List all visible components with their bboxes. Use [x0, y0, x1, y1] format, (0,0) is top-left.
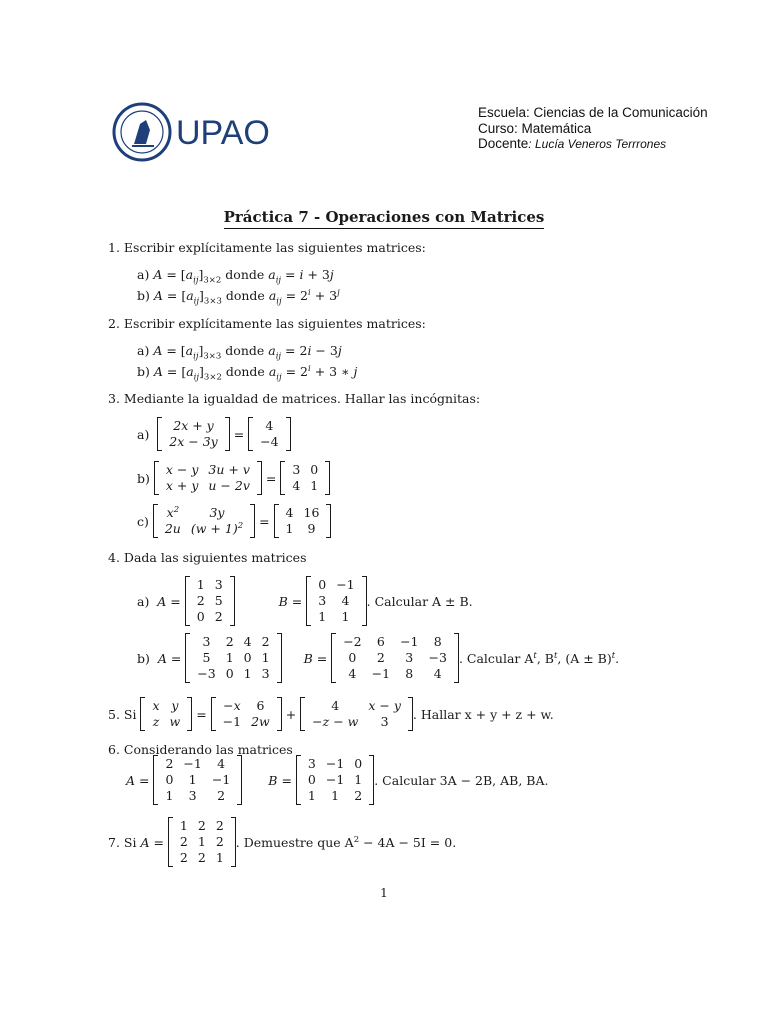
teacher-name: : Lucía Veneros Terrrones — [528, 137, 667, 151]
problem-5: 5. Si x y z w = −x 6 −1 2w + 4 x − y −z − w 3 . Hallar x + y + z + w. — [108, 698, 554, 729]
page-title: Práctica 7 - Operaciones con Matrices — [0, 208, 768, 226]
problem-3c: c) $x^2$ 3y 2u $(w + 1)^2$ = 4 16 1 9 — [137, 505, 331, 537]
problem-1: 1. Escribir explícitamente las siguientes matrices: — [108, 240, 426, 255]
problem-3: 3. Mediante la igualdad de matrices. Hallar las incógnitas: — [108, 391, 481, 406]
problem-4a: a) A = 1 3 2 5 0 2 B = 0 −1 3 4 1 1 . Calcular A ± B. — [137, 577, 473, 624]
problem-3a: a) 2x + y 2x − 3y = 4 −4 — [137, 418, 291, 450]
teacher-prefix: Docente — [478, 136, 529, 151]
problem-1a: a) $A = [a_{ij}]_{3\times 2}$ donde $a_{ij} = i + 3j$ — [137, 267, 334, 286]
problem-1b: b) $A = [a_{ij}]_{3\times 3}$ donde $a_{ij} = 2^i + 3^j$ — [137, 287, 340, 307]
upao-logo — [110, 100, 270, 164]
page-number: 1 — [380, 886, 388, 900]
problem-4b: b) A = 3 2 4 2 5 1 0 1 −3 0 1 3 B = −2 6 −1 8 0 2 3 −3 4 −1 8 4 . Calcular $A^t$, $B^t$, $(A \pm B)^t$. — [137, 634, 620, 681]
teacher-line — [478, 136, 708, 153]
problem-2b: b) $A = [a_{ij}]_{3\times 2}$ donde $a_{ij} = 2^i + 3$ ∗ j — [137, 363, 358, 383]
school-label: Escuela: Ciencias de la Comunicación — [478, 105, 708, 120]
problem-2: 2. Escribir explícitamente las siguientes matrices: — [108, 316, 426, 331]
svg-text:UPAO: UPAO — [176, 114, 270, 152]
problem-6-matrices: A = 2 −1 4 0 1 −1 1 3 2 B = 3 −1 0 0 −1 1 1 1 2 . Calcular 3A − 2B, AB, BA. — [126, 756, 549, 803]
header-info — [478, 105, 708, 153]
problem-3b: b) x − y 3u + v x + y u − 2v = 3 0 4 1 — [137, 462, 330, 494]
problem-6: 6. Considerando las matrices — [108, 742, 293, 757]
problem-2a: a) $A = [a_{ij}]_{3\times 3}$ donde $a_{ij} = 2i - 3j$ — [137, 343, 342, 362]
problem-4: 4. Dada las siguientes matrices — [108, 550, 307, 565]
course-label: Curso: Matemática — [478, 120, 592, 136]
problem-7: 7. Si A = 1 2 2 2 1 2 2 2 1 . Demuestre que $A^2 - 4A - 5I = 0$. — [108, 818, 457, 865]
